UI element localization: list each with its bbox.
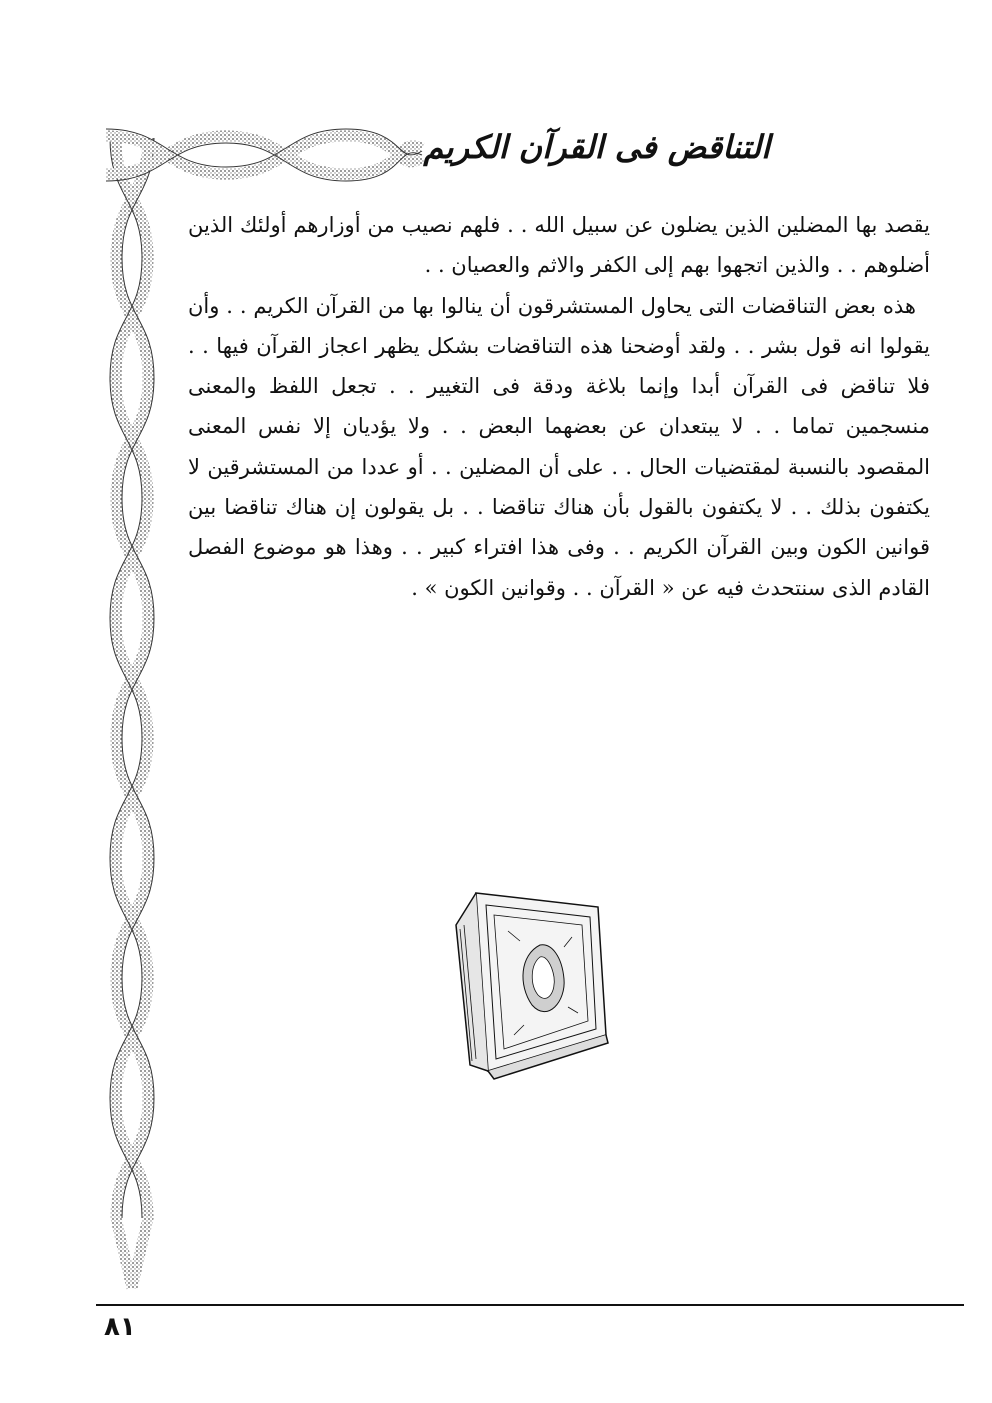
paragraph: يقصد بها المضلين الذين يضلون عن سبيل الله . . فلهم نصيب من أوزارهم أولئك الذين أضلوهم . . والذين اتجهوا بهم إلى الكفر والاثم والعصيان . . (188, 213, 930, 278)
ornamental-border-left (96, 118, 168, 1298)
body-text (188, 205, 930, 608)
paragraph: هذه بعض التناقضات التى يحاول المستشرقون أن ينالوا بها من القرآن الكريم . . وأن يقولوا انه قول بشر . . ولقد أوضحنا هذه التناقضات بشكل يظهر اعجاز القرآن فيها . . فلا تناقض فى القرآن أبدا وإنما بلاغة ودقة فى التغيير . . تجعل اللفظ والمعنى منسجمين تماما . . لا يبتعدان عن بعضهما البعض . . ولا يؤديان إلا نفس المعنى المقصود بالنسبة لمقتضيات الحال . . على أن المضلين . . أو عددا من المستشرقين لا يكتفون بذلك . . لا يكتفون بالقول بأن هناك تناقضا . . بل يقولون إن هناك تناقضا بين قوانين الكون وبين القرآن الكريم . . وفى هذا افتراء كبير . . وهذا هو موضوع الفصل القادم الذى سنتحدث فيه عن « القرآن . . وقوانين الكون » . (188, 293, 930, 600)
ornamental-border-top (96, 118, 426, 192)
chapter-heading: التناقض فى القرآن الكريم (423, 128, 770, 166)
page-number: ٨١ (104, 1312, 136, 1342)
footer-rule (96, 1304, 964, 1306)
book-illustration (448, 885, 610, 1081)
